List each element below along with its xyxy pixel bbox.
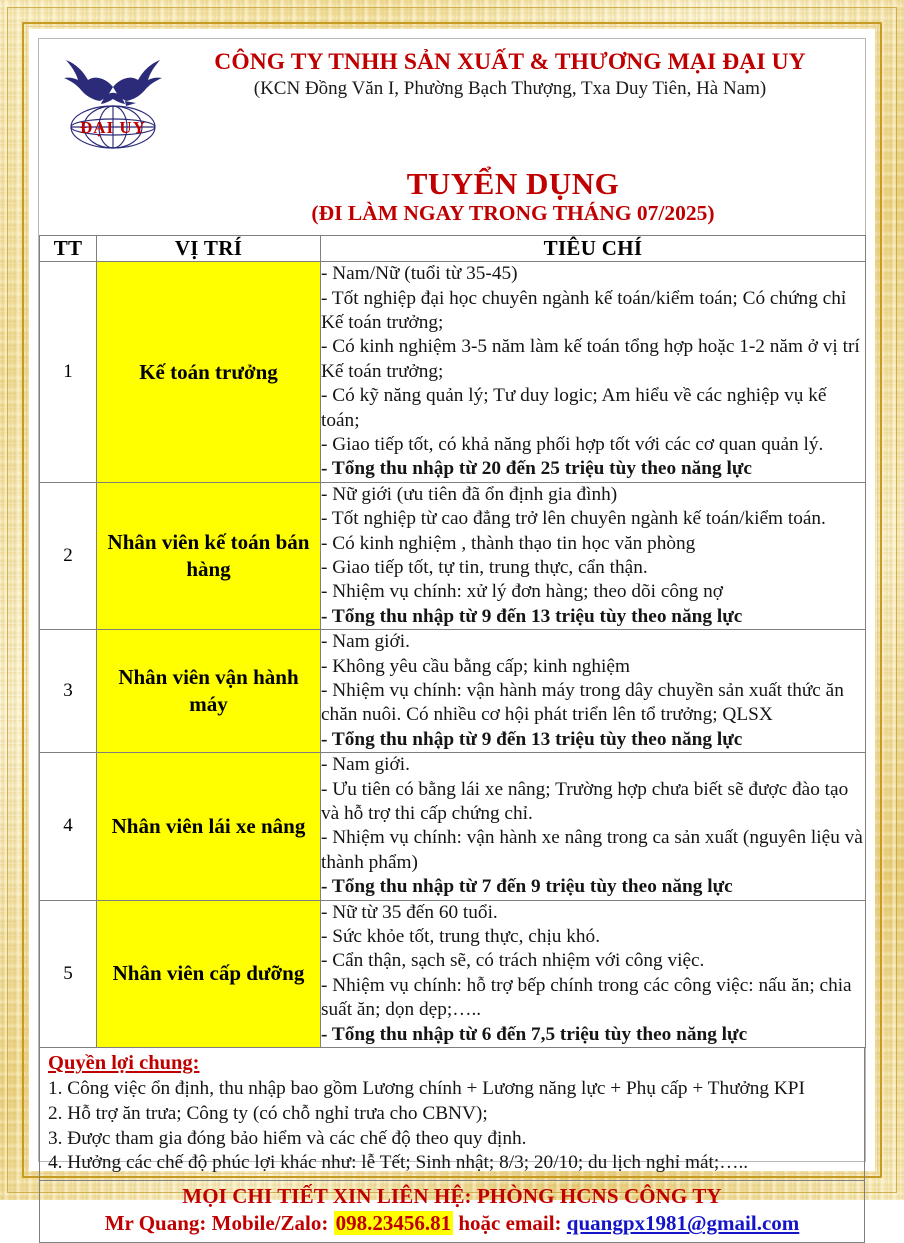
job-criteria (321, 900, 866, 1047)
row-number: 3 (40, 630, 97, 753)
criteria-line: - Nam giới. (321, 631, 410, 653)
logo-wordmark: ĐẠI UY (80, 118, 146, 137)
criteria-line: - Nhiệm vụ chính: xử lý đơn hàng; theo dõi công nợ (321, 581, 723, 603)
poster-title: TUYỂN DỤNG (406, 166, 620, 201)
contact-phone[interactable]: 098.23456.81 (335, 1211, 452, 1236)
header-position: VỊ TRÍ (97, 236, 321, 262)
criteria-line: - Có kỹ năng quản lý; Tư duy logic; Am hiểu về các nghiệp vụ kế toán; (321, 385, 827, 431)
benefit-item: 2. Hỗ trợ ăn trưa; Công ty (có chỗ nghỉ trưa cho CBNV); (48, 1102, 488, 1124)
contact-details (44, 1210, 860, 1236)
job-position: Nhân viên kế toán bán hàng (97, 482, 321, 629)
contact-email-link[interactable]: quangpx1981@gmail.com (566, 1211, 800, 1236)
eagle-globe-logo-icon (52, 51, 174, 155)
criteria-line: - Có kinh nghiệm 3-5 năm làm kế toán tổng hợp hoặc 1-2 năm ở vị trí Kế toán trưởng; (321, 336, 860, 382)
row-number: 1 (40, 262, 97, 483)
criteria-line: - Nam/Nữ (tuổi từ 35-45) (321, 263, 518, 285)
table-row (40, 482, 866, 629)
poster-title-block (39, 167, 865, 226)
row-number: 2 (40, 482, 97, 629)
criteria-line: - Ưu tiên có bằng lái xe nâng; Trường hợp chưa biết sẽ được đào tạo và hỗ trợ thi cấp chứng chỉ. (321, 778, 849, 825)
contact-section (39, 1181, 865, 1242)
company-identity (183, 45, 861, 101)
criteria-line: - Có kinh nghiệm , thành thạo tin học văn phòng (321, 532, 696, 554)
criteria-line: - Cẩn thận, sạch sẽ, có trách nhiệm với công việc. (321, 950, 705, 972)
benefits-title: Quyền lợi chung: (48, 1052, 200, 1075)
table-row (40, 900, 866, 1047)
poster-page (29, 29, 875, 1236)
company-logo (43, 45, 183, 155)
salary-line: - Tổng thu nhập từ 20 đến 25 triệu tùy theo năng lực (321, 458, 752, 480)
company-address: (KCN Đồng Văn I, Phường Bạch Thượng, Txa Duy Tiên, Hà Nam) (253, 78, 767, 100)
poster-subtitle: (ĐI LÀM NGAY TRONG THÁNG 07/2025) (311, 201, 715, 226)
header-no: TT (40, 236, 97, 262)
benefit-item: 1. Công việc ổn định, thu nhập bao gồm Lương chính + Lương năng lực + Phụ cấp + Thưởng KPI (48, 1077, 805, 1099)
contact-label: Mr Quang: Mobile/Zalo: (104, 1211, 329, 1236)
criteria-line: - Sức khỏe tốt, trung thực, chịu khó. (321, 926, 601, 948)
job-position: Nhân viên vận hành máy (97, 630, 321, 753)
poster-header (39, 39, 865, 155)
criteria-line: - Nữ giới (ưu tiên đã ổn định gia đình) (321, 483, 618, 505)
job-criteria (321, 262, 866, 483)
row-number: 5 (40, 900, 97, 1047)
benefit-item: 4. Hưởng các chế độ phúc lợi khác như: lễ Tết; Sinh nhật; 8/3; 20/10; du lịch nghỉ mát;….. (48, 1152, 749, 1174)
salary-line: - Tổng thu nhập từ 9 đến 13 triệu tùy theo năng lực (321, 728, 743, 750)
benefits-section (39, 1048, 865, 1181)
criteria-line: - Giao tiếp tốt, có khả năng phối hợp tốt với các cơ quan quản lý. (321, 433, 824, 455)
poster-content-area (38, 38, 866, 1236)
job-position: Nhân viên lái xe nâng (97, 753, 321, 900)
criteria-line: - Không yêu cầu bằng cấp; kinh nghiệm (321, 655, 630, 677)
contact-heading: MỌI CHI TIẾT XIN LIÊN HỆ: PHÒNG HCNS CÔNG TY (182, 1184, 722, 1209)
table-row (40, 262, 866, 483)
table-row (40, 630, 866, 753)
criteria-line: - Nhiệm vụ chính: vận hành xe nâng trong ca sản xuất (nguyên liệu và thành phẩm) (321, 827, 863, 873)
jobs-table (39, 235, 866, 1048)
criteria-line: - Nam giới. (321, 754, 410, 776)
benefit-item: 3. Được tham gia đóng bảo hiểm và các chế độ theo quy định. (48, 1127, 527, 1149)
salary-line: - Tổng thu nhập từ 6 đến 7,5 triệu tùy theo năng lực (321, 1023, 748, 1045)
company-name: CÔNG TY TNHH SẢN XUẤT & THƯƠNG MẠI ĐẠI UY (214, 49, 806, 75)
table-header-row (40, 236, 866, 262)
table-row (40, 753, 866, 900)
criteria-line: - Nữ từ 35 đến 60 tuổi. (321, 901, 498, 923)
job-criteria (321, 482, 866, 629)
criteria-line: - Nhiệm vụ chính: hỗ trợ bếp chính trong các công việc: nấu ăn; chia suất ăn; dọn dẹp;….. (321, 974, 852, 1021)
criteria-line: - Nhiệm vụ chính: vận hành máy trong dây chuyền sản xuất thức ăn chăn nuôi. Có nhiều cơ hội phát triển lên tổ trưởng; QLSX (321, 680, 844, 726)
contact-middle-text: hoặc email: (458, 1211, 562, 1236)
job-position: Kế toán trưởng (97, 262, 321, 483)
criteria-line: - Giao tiếp tốt, tự tin, trung thực, cẩn thận. (321, 556, 648, 578)
job-criteria (321, 753, 866, 900)
criteria-line: - Tốt nghiệp từ cao đẳng trở lên chuyên ngành kế toán/kiểm toán. (321, 508, 826, 530)
salary-line: - Tổng thu nhập từ 7 đến 9 triệu tùy theo năng lực (321, 876, 733, 898)
job-criteria (321, 630, 866, 753)
header-criteria: TIÊU CHÍ (321, 236, 866, 262)
criteria-line: - Tốt nghiệp đại học chuyên ngành kế toán/kiểm toán; Có chứng chỉ Kế toán trưởng; (321, 287, 847, 333)
job-position: Nhân viên cấp dưỡng (97, 900, 321, 1047)
row-number: 4 (40, 753, 97, 900)
salary-line: - Tổng thu nhập từ 9 đến 13 triệu tùy theo năng lực (321, 605, 743, 627)
